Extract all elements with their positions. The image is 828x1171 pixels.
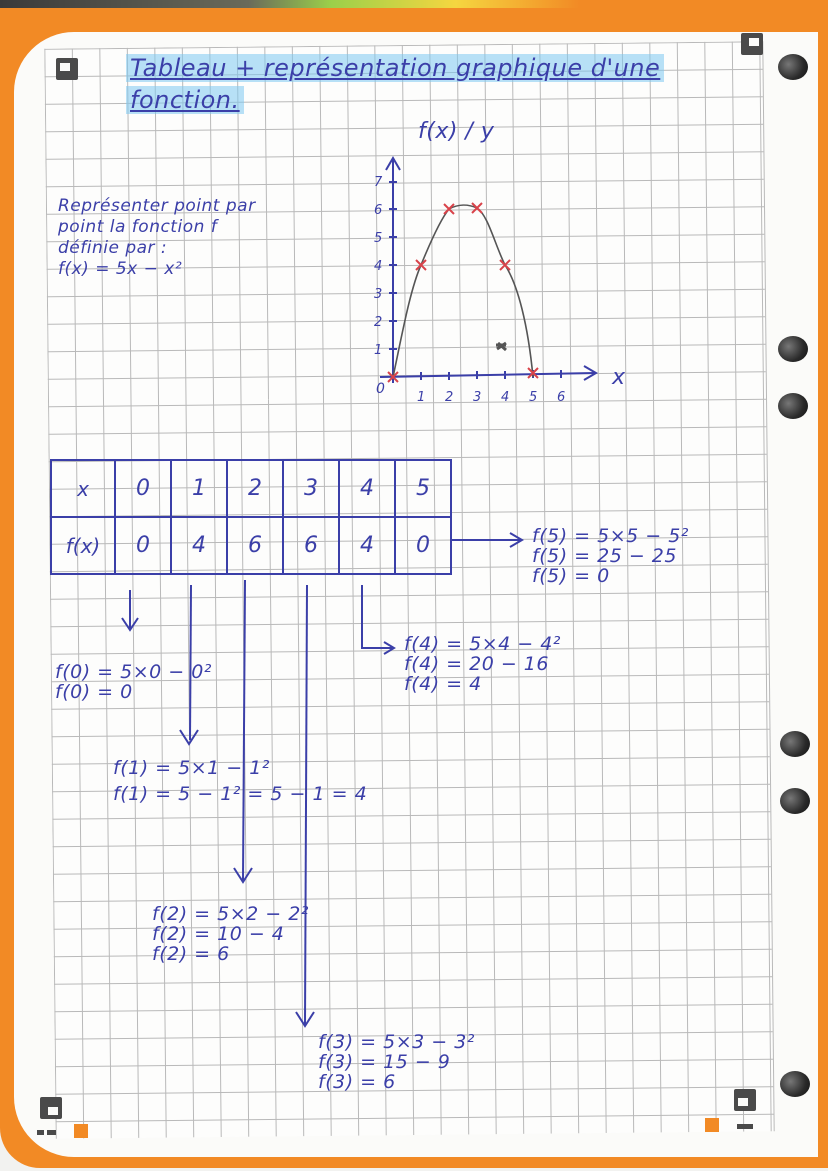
instruction-line-3: définie par : <box>58 238 168 258</box>
table-cell: 4 <box>171 517 227 574</box>
table-cell: 5 <box>395 460 451 517</box>
table-cell: 6 <box>283 517 339 574</box>
svg-text:2: 2 <box>374 315 383 330</box>
svg-text:5: 5 <box>529 390 538 405</box>
calc-f5 <box>532 526 689 586</box>
calc-line: f(1) = 5 − 1² = 5 − 1 = 4 <box>113 783 368 805</box>
calc-line: f(3) = 15 − 9 <box>318 1051 451 1073</box>
table-cell: 6 <box>227 517 283 574</box>
table-cell: 2 <box>227 460 283 517</box>
arrow-down-icon <box>180 730 198 744</box>
page-title-line-1: Tableau + représentation graphique d'une <box>126 54 664 82</box>
table-cell: 0 <box>395 517 451 574</box>
origin-label: 0 <box>376 381 386 397</box>
calc-line: f(0) = 5×0 − 0² <box>55 661 212 683</box>
instruction-line-2: point la fonction f <box>58 217 218 237</box>
table-cell: 0 <box>115 460 171 517</box>
calc-line: f(5) = 25 − 25 <box>532 545 677 567</box>
calc-line: f(2) = 5×2 − 2² <box>152 903 309 925</box>
calc-line: f(3) = 6 <box>318 1071 396 1093</box>
row-header-x: x <box>51 460 115 517</box>
y-axis-label: f(x) / y <box>418 119 495 144</box>
x-axis-label: x <box>612 365 626 390</box>
calc-line: f(4) = 4 <box>404 673 482 695</box>
function-formula: f(x) = 5x − x² <box>58 259 183 279</box>
table-cell: 1 <box>171 460 227 517</box>
table-cell: 4 <box>339 517 395 574</box>
svg-text:2: 2 <box>445 390 454 405</box>
svg-text:6: 6 <box>557 390 566 405</box>
calc-line: f(3) = 5×3 − 3² <box>318 1031 475 1053</box>
calc-f4 <box>404 634 561 694</box>
calc-line: f(2) = 6 <box>152 943 230 965</box>
svg-text:6: 6 <box>374 203 383 218</box>
table-cell: 3 <box>283 460 339 517</box>
svg-text:3: 3 <box>374 287 383 302</box>
calc-f0 <box>55 662 212 702</box>
calc-f1 <box>113 758 367 804</box>
svg-text:5: 5 <box>374 231 383 246</box>
calc-line: f(2) = 10 − 4 <box>152 923 285 945</box>
svg-text:3: 3 <box>473 390 482 405</box>
svg-text:1: 1 <box>417 390 426 405</box>
svg-text:7: 7 <box>374 175 383 190</box>
calc-line: f(4) = 5×4 − 4² <box>404 633 561 655</box>
calc-f2 <box>152 904 309 964</box>
calc-line: f(0) = 0 <box>55 681 133 703</box>
page-title-line-2: fonction. <box>126 86 244 114</box>
calc-f3 <box>318 1032 475 1092</box>
calc-line: f(5) = 0 <box>532 565 610 587</box>
svg-text:4: 4 <box>501 390 510 405</box>
svg-text:4: 4 <box>374 259 383 274</box>
row-header-fx: f(x) <box>51 517 115 574</box>
calc-line: f(1) = 5×1 − 1² <box>113 757 270 779</box>
instruction-line-1: Représenter point par <box>58 196 256 216</box>
calc-line: f(5) = 5×5 − 5² <box>532 525 689 547</box>
table-cell: 0 <box>115 517 171 574</box>
svg-text:1: 1 <box>374 343 383 358</box>
calc-line: f(4) = 20 − 16 <box>404 653 549 675</box>
table-cell: 4 <box>339 460 395 517</box>
